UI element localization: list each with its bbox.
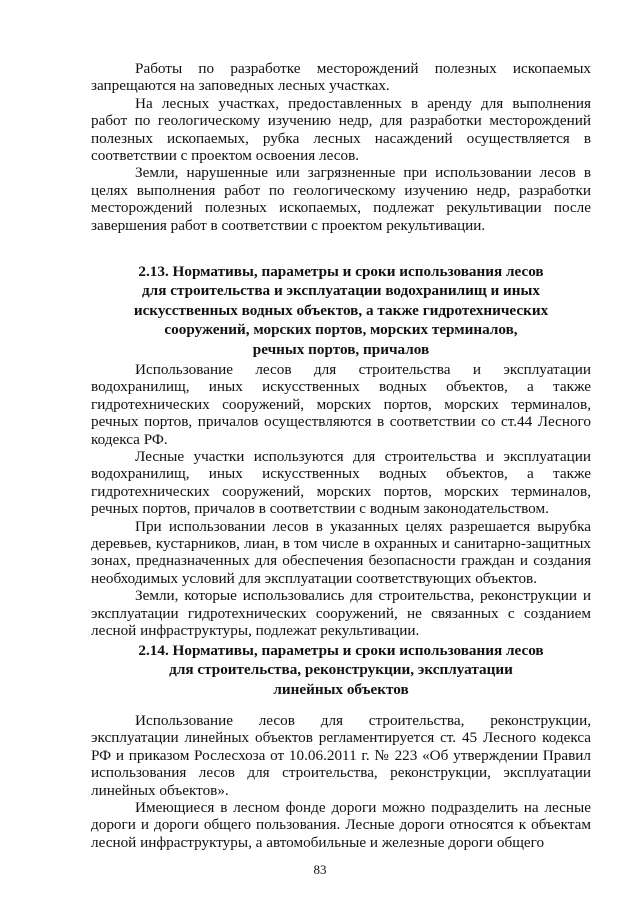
paragraph: Работы по разработке месторождений полезных ископаемых запрещаются на заповедных лесных участках. bbox=[91, 60, 591, 95]
paragraph: На лесных участках, предоставленных в аренду для выполнения работ по геологическому изучению недр, для разработки месторождений полезных ископаемых, рубка лесных насаждений осуществляется в соответствии с проектом освоения лесов. bbox=[91, 94, 591, 165]
heading-line: для строительства, реконструкции, эксплуатации bbox=[169, 661, 513, 679]
paragraph: Земли, которые использовались для строительства, реконструкции и эксплуатации гидротехнических сооружений, не связанных с созданием лесной инфраструктуры, подлежат рекультивации. bbox=[91, 587, 591, 640]
section-mining-text bbox=[91, 60, 591, 234]
heading-line: сооружений, морских портов, морских терминалов, bbox=[164, 321, 518, 339]
heading-line: для строительства и эксплуатации водохранилищ и иных bbox=[142, 282, 540, 300]
paragraph: Использование лесов для строительства и эксплуатации водохранилищ, иных искусственных водных объектов, а также гидротехнических сооружений, морских портов, морских терминалов, речных портов, причалов осуществляются в соответствии со ст.44 Лесного кодекса РФ. bbox=[91, 361, 591, 448]
section-2-13-text bbox=[91, 361, 591, 640]
paragraph: При использовании лесов в указанных целях разрешается вырубка деревьев, кустарников, лиан, в том числе в охранных и санитарно-защитных зонах, предназначенных для обеспечения безопасности граждан и создания необходимых условий для эксплуатации соответствующих объектов. bbox=[91, 517, 591, 587]
heading-line: речных портов, причалов bbox=[252, 340, 430, 358]
paragraph: Имеющиеся в лесном фонде дороги можно подразделить на лесные дороги и дороги общего пользования. Лесные дороги относятся к объектам лесной инфраструктуры, а автомобильные и железные дороги общего bbox=[91, 799, 591, 851]
paragraph: Лесные участки используются для строительства и эксплуатации водохранилищ, иных искусственных водных объектов, а также гидротехнических сооружений, морских портов, морских терминалов, речных портов, причалов в соответствии с водным законодательством. bbox=[91, 448, 591, 518]
section-heading-2-13 bbox=[91, 262, 591, 359]
heading-line: 2.14. Нормативы, параметры и сроки использования лесов bbox=[138, 642, 544, 659]
paragraph: Использование лесов для строительства, реконструкции, эксплуатации линейных объектов регламентируется ст. 45 Лесного кодекса РФ и приказом Рослесхоза от 10.06.2011 г. № 223 «Об утверждении Правил использования лесов для строительства, реконструкции, эксплуатации линейных объектов». bbox=[91, 712, 591, 799]
section-2-14-text bbox=[91, 712, 591, 851]
heading-line: искусственных водных объектов, а также гидротехнических bbox=[133, 301, 549, 319]
heading-line: линейных объектов bbox=[273, 680, 409, 698]
section-heading-2-14 bbox=[91, 641, 591, 699]
page-number: 83 bbox=[313, 862, 327, 877]
heading-line: 2.13. Нормативы, параметры и сроки использования лесов bbox=[138, 263, 544, 280]
paragraph: Земли, нарушенные или загрязненные при использовании лесов в целях выполнения работ по геологическому изучению недр, разработки месторождений полезных ископаемых, подлежат рекультивации после завершения работ в соответствии с проектом рекультивации. bbox=[91, 164, 591, 234]
